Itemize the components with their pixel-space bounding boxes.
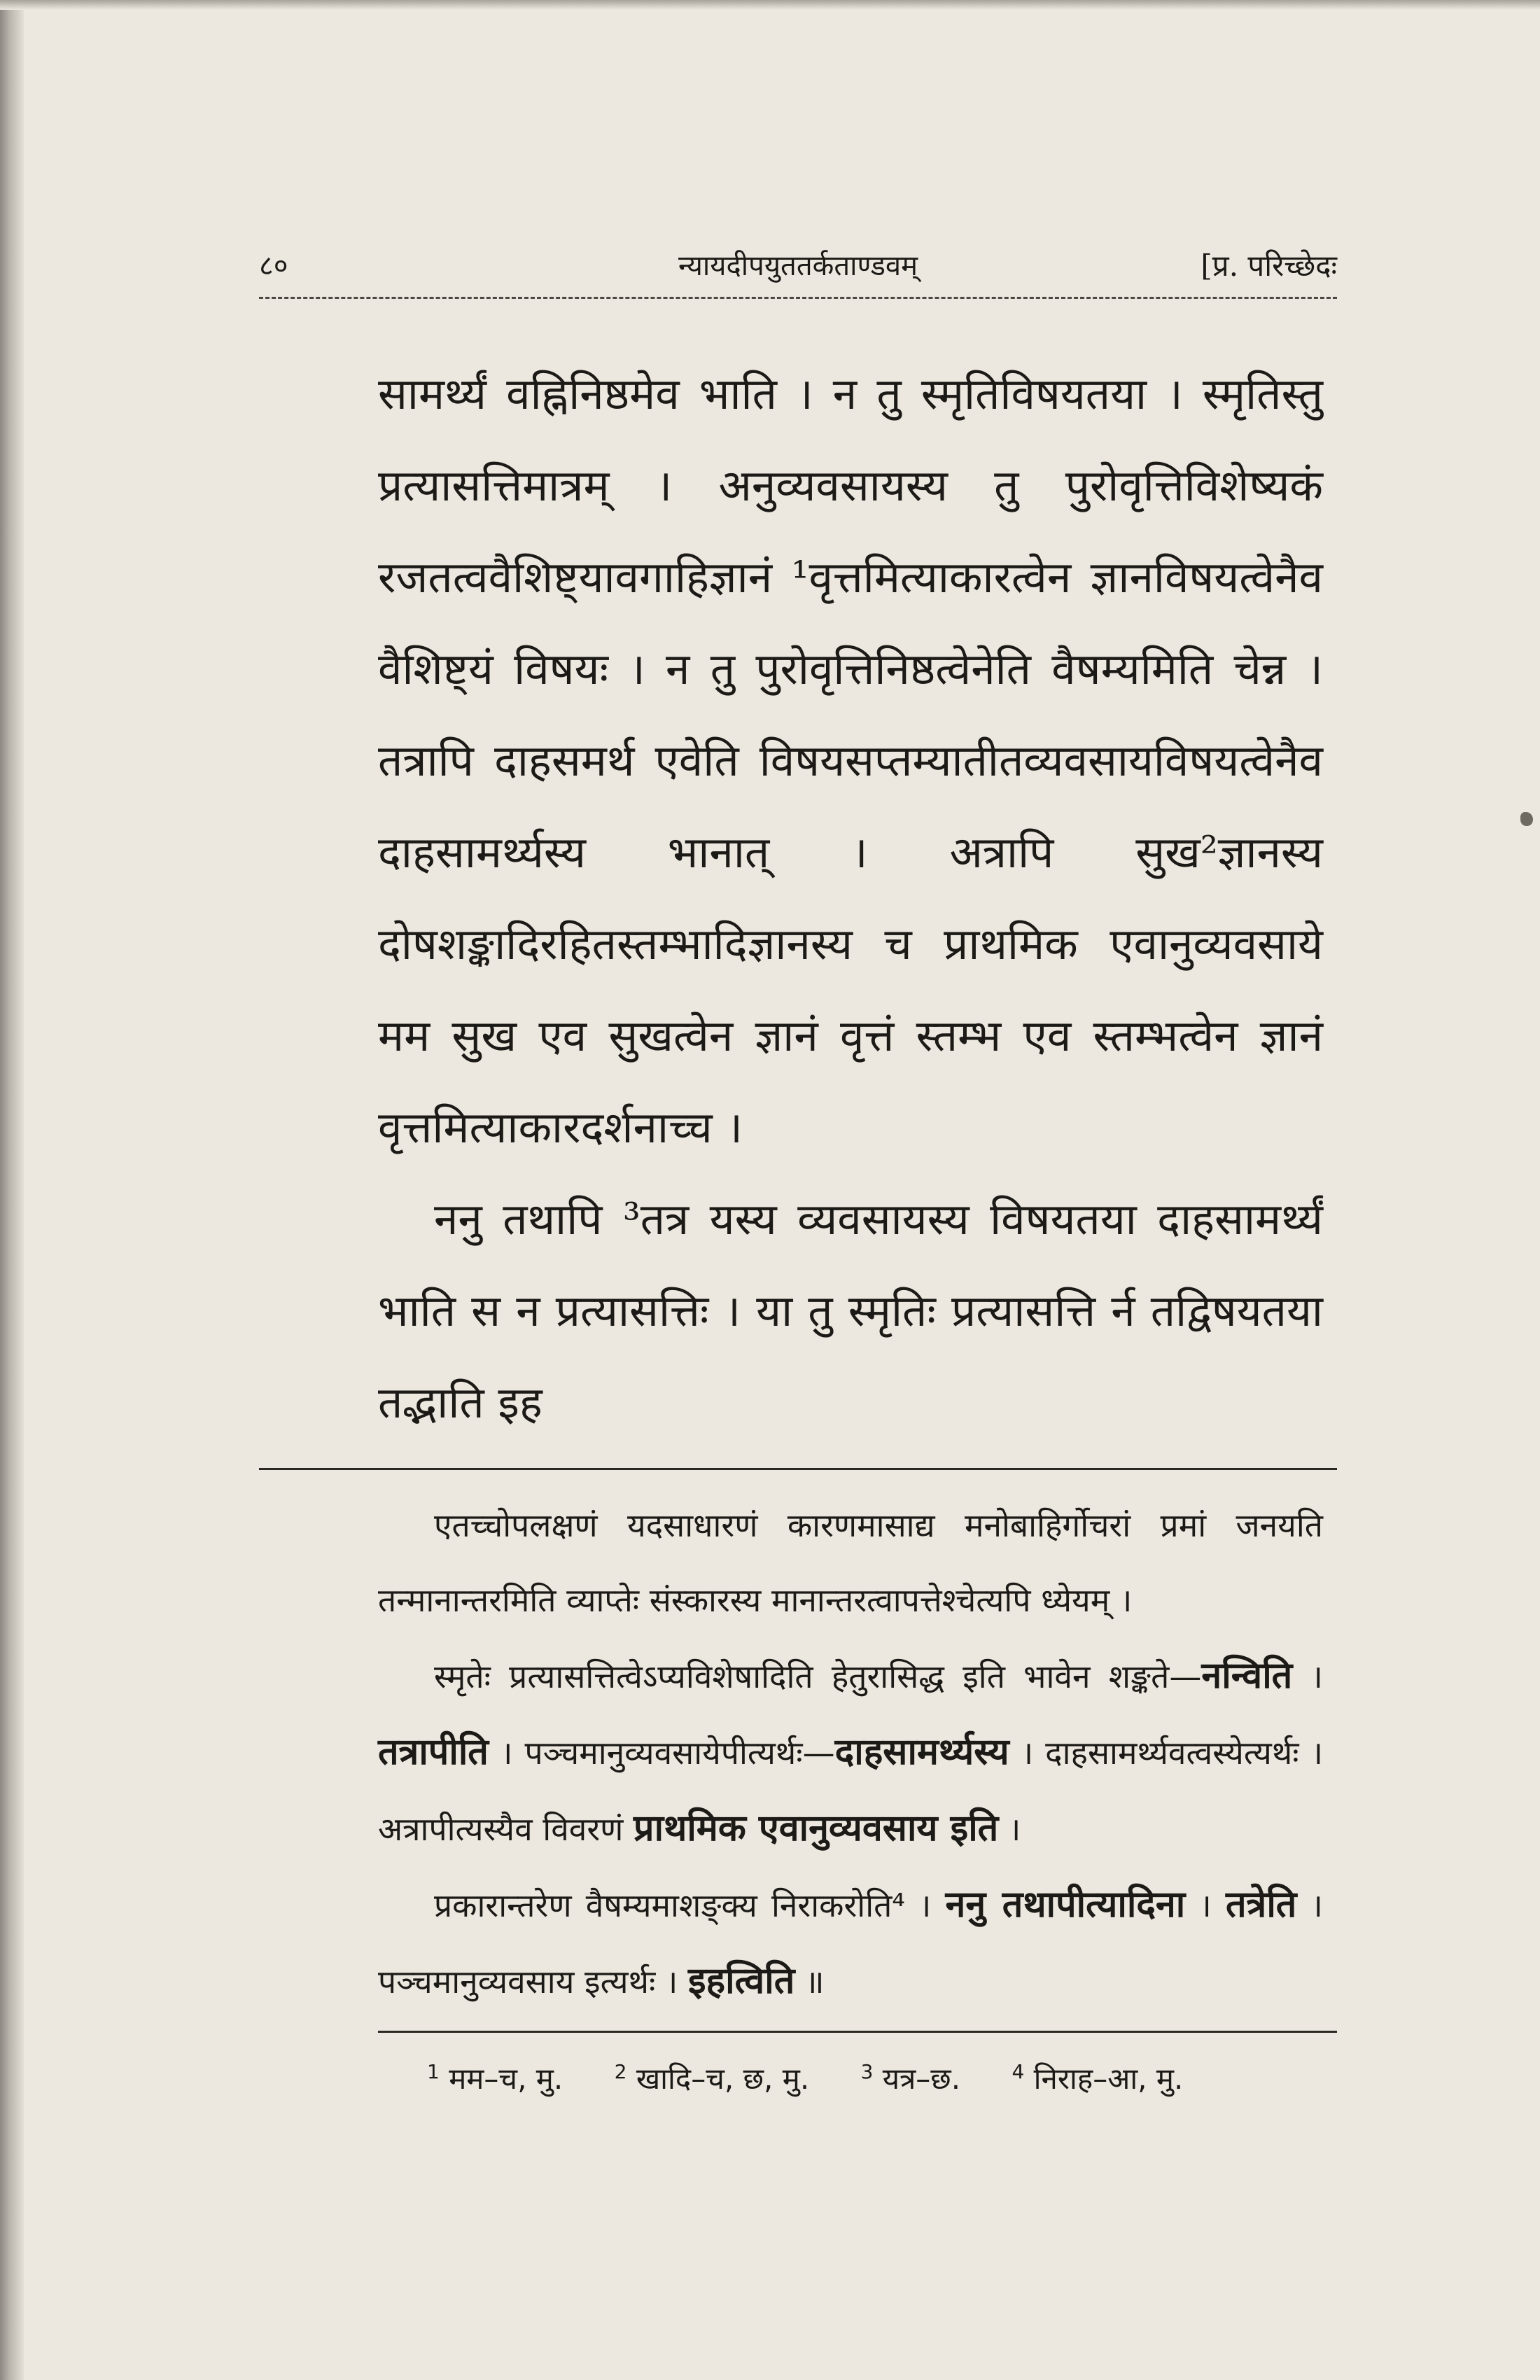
main-text bbox=[259, 348, 1337, 1448]
footnote-text: मम–च, मु. bbox=[449, 2062, 564, 2096]
footnote-mark: 1 bbox=[427, 2060, 440, 2083]
page-top-shadow bbox=[0, 0, 1540, 10]
footnotes bbox=[259, 2044, 1337, 2107]
header-rule bbox=[259, 297, 1337, 306]
main-paragraph-1: सामर्थ्यं वह्निनिष्ठमेव भाति । न तु स्मृतिविषयतया । स्मृतिस्तु प्रत्यासत्तिमात्रम् । अनुव्यवसायस्य तु पुरोवृत्तिविशेष्यकं रजतत्ववैशिष्ट्यावगाहिज्ञानं ¹वृत्तमित्याकारत्वेन ज्ञानविषयत्वेनैव वैशिष्ट्यं विषयः । न तु पुरोवृत्तिनिष्ठत्वेनेति वैषम्यमिति चेन्न । तत्रापि दाहसमर्थ एवेति विषयसप्तम्यातीतव्यवसायविषयत्वेनैव दाहसामर्थ्यस्य भानात् । अत्रापि सुख²ज्ञानस्य दोषशङ्कादिरहितस्तम्भादिज्ञानस्य च प्राथमिक एवानुव्यवसाये मम सुख एव सुखत्वेन ज्ञानं वृत्तं स्तम्भ एव स्तम्भत्वेन ज्ञानं वृत्तमित्याकारदर्शनाच्च । bbox=[378, 368, 1323, 1153]
pratika-term: इहत्विति bbox=[687, 1959, 795, 2002]
pratika-term: तत्रेति bbox=[1225, 1883, 1297, 1926]
footnote-mark: 2 bbox=[614, 2060, 627, 2083]
page-binding-shadow bbox=[0, 0, 24, 2380]
commentary-text: । दाहसामर्थ्यवत्वस्येत्यर्थः । अत्रापीत्यस्यैव विवरणं bbox=[378, 1734, 1324, 1848]
commentary-text: स्मृतेः प्रत्यासत्तित्वेऽप्यविशेषादिति हेतुरासिद्ध इति भावेन शङ्कते— bbox=[434, 1658, 1202, 1695]
footnote-mark: 4 bbox=[1011, 2060, 1025, 2083]
ink-smudge bbox=[1520, 812, 1533, 826]
footnote-text: निराह–आ, मु. bbox=[1033, 2062, 1184, 2096]
pratika-term: नन्विति bbox=[1201, 1654, 1293, 1697]
commentary-text: । bbox=[998, 1810, 1021, 1848]
pratika-term: ननु तथापीत्यादिना bbox=[945, 1883, 1186, 1926]
commentary-text: । पञ्चमानुव्यवसाय इत्यर्थः । bbox=[378, 1886, 1323, 2001]
commentary bbox=[259, 1488, 1337, 2019]
commentary-rule bbox=[259, 1468, 1337, 1470]
commentary-text: । bbox=[1292, 1658, 1323, 1695]
pratika-term: तत्रापीति bbox=[378, 1730, 489, 1773]
footnote bbox=[427, 2044, 563, 2107]
commentary-paragraph-2 bbox=[378, 1638, 1323, 1867]
footnote-mark: 3 bbox=[860, 2060, 874, 2083]
footnote-text: खादि–च, छ, मु. bbox=[636, 2062, 810, 2096]
commentary-paragraph-3 bbox=[378, 1867, 1323, 2019]
commentary-text: । पञ्चमानुव्यवसायेपीत्यर्थः— bbox=[488, 1734, 835, 1772]
running-head bbox=[259, 238, 1337, 294]
page-number: ८० bbox=[259, 250, 288, 282]
footnote-text: यत्र–छ. bbox=[882, 2062, 961, 2096]
book-page bbox=[259, 238, 1337, 2107]
pratika-term: प्राथमिक एवानुव्यवसाय इति bbox=[634, 1807, 999, 1849]
commentary-text: ॥ bbox=[794, 1963, 825, 2001]
book-title: न्यायदीपयुततर्कताण्डवम् bbox=[678, 250, 918, 282]
commentary-text: । bbox=[1185, 1886, 1226, 1924]
footnote bbox=[615, 2044, 810, 2107]
main-paragraph-2: ननु तथापि ³तत्र यस्य व्यवसायस्य विषयतया दाहसामर्थ्यं भाति स न प्रत्यासत्तिः । या तु स्मृतिः प्रत्यासत्ति र्न तद्विषयतया तद्भाति इह bbox=[378, 1194, 1323, 1428]
commentary-paragraph-1: एतच्चोपलक्षणं यदसाधारणं कारणमासाद्य मनोबाहिर्गोचरां प्रमां जनयति तन्मानान्तरमिति व्याप्तेः संस्कारस्य मानान्तरत्वापत्तेश्चेत्यपि ध्येयम् । bbox=[378, 1506, 1323, 1619]
chapter-label: [प्र. परिच्छेदः bbox=[1200, 248, 1337, 283]
pratika-term: दाहसामर्थ्यस्य bbox=[834, 1730, 1009, 1773]
footnote bbox=[1011, 2044, 1183, 2107]
footnote bbox=[861, 2044, 961, 2107]
commentary-text: प्रकारान्तरेण वैषम्यमाशङ्क्य निराकरोति⁴ । bbox=[434, 1886, 946, 1924]
footnote-rule bbox=[378, 2031, 1337, 2033]
